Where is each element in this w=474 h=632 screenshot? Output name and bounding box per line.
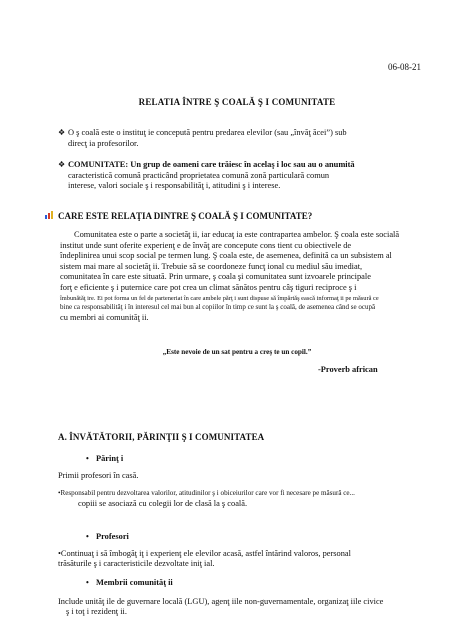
body-line-4: sistem mai mare al societăţ ii. Trebuie să se coordoneze funcţ ional cu mediul său imediat, bbox=[60, 261, 363, 271]
bullet-dot-icon: • bbox=[86, 578, 89, 587]
body-line-2: institut unde sunt oferite experienţ e de învăţ are concepute cons tient cu obiectivele de bbox=[60, 240, 352, 250]
body-line-7: îmbunătăţ ire. Ei pot forma un fel de parteneriat în care ambele părţ i sunt dispuse să împărtăş ească informaţ ii pe măsură ce bbox=[60, 294, 379, 302]
question-heading bbox=[44, 210, 312, 221]
proverb-attribution: -Proverb african bbox=[318, 365, 378, 374]
community-members-line-1: Include unităţ ile de guvernare locală (LGU), agenţ iile non-guvernamentale, organizaţ iile civice bbox=[58, 596, 384, 606]
relationship-paragraph bbox=[60, 230, 432, 323]
bullet-1-line-2: direcţ ia profesorilor. bbox=[68, 138, 139, 148]
colorful-arrow-icon bbox=[44, 210, 54, 220]
body-line-5: comunitatea în care este situată. Prin urmare, ş coala şi comunitatea sunt izvoarele principale bbox=[60, 272, 371, 282]
community-members-heading: Membrii comunităţ ii bbox=[96, 578, 173, 587]
diamond-bullet-icon: ❖ bbox=[58, 160, 66, 169]
parents-line-2: •Responsabil pentru dezvoltarea valorilor, atitudinilor ş i obiceiurilor care vor fi necesare pe măsură ce... bbox=[58, 489, 355, 498]
bullet-dot-icon: • bbox=[86, 532, 89, 541]
parents-line-3: copiii se asociază cu colegii lor de clasă la ş coală. bbox=[78, 498, 248, 508]
teachers-line-1: •Continuaţ i să îmbogăţ iţ i experienţ ele elevilor acasă, astfel întărind valoros, personal bbox=[58, 548, 351, 558]
diamond-bullet-icon: ❖ bbox=[58, 128, 66, 137]
body-line-6: forţ e eficiente ş i puternice care pot crea un climat sănătos pentru câş tiguri reciproce ş i bbox=[60, 282, 357, 292]
teachers-line-2: trăsăturile ş i caracteristicile dezvoltate iniţ ial. bbox=[58, 559, 215, 569]
parents-block bbox=[58, 454, 426, 509]
body-line-9: cu membri ai comunităţ ii. bbox=[60, 312, 149, 322]
document-title: RELATIA ÎNTRE Ş COALĂ Ş I COMUNITATE bbox=[138, 97, 336, 107]
bullet-2-line-1: Un grup de oameni care trăiesc în acelaş i loc sau au o anumită bbox=[128, 160, 355, 169]
document-date: 06-08-21 bbox=[388, 62, 421, 72]
community-members-line-2: ş i toţ i rezidenţ ii. bbox=[66, 607, 127, 617]
bullet-1-line-1: O ş coală este o instituţ ie concepută pentru predarea elevilor (sau „învăţ ăcei”) sub bbox=[68, 128, 347, 137]
section-a-title: A. ÎNVĂTĂTORII, PĂRINŢII Ş I COMUNITATEA bbox=[58, 432, 265, 442]
body-line-8: bine ca responsabilităţ i în interesul cel mai bun al copiilor în timp ce sunt la ş coală, de asemenea când se ocupă bbox=[60, 303, 376, 312]
quote: „Este nevoie de un sat pentru a creş te un copil.” bbox=[162, 348, 312, 356]
bullet-2-line-2: caracteristică comună practicând proprietatea comună zonă particulară comun bbox=[68, 170, 330, 180]
parents-line-1: Primii profesori în casă. bbox=[58, 470, 139, 480]
body-line-3: îndeplinirea unui scop social pe termen lung. Ş coala este, de asemenea, definită ca un subsistem al bbox=[60, 251, 392, 261]
teachers-heading: Profesori bbox=[96, 532, 129, 541]
bullet-dot-icon: • bbox=[86, 454, 89, 463]
community-members-block bbox=[58, 578, 426, 618]
bullet-community-definition bbox=[58, 160, 426, 192]
teachers-block bbox=[58, 532, 426, 570]
bullet-school-definition bbox=[58, 128, 426, 149]
body-line-1: Comunitatea este o parte a societăţ ii, iar educaţ ia este contrapartea ambelor. Ş coala este socială bbox=[74, 230, 400, 239]
question-heading-text: CARE ESTE RELAŢIA DINTRE Ş COALĂ Ş I COMUNITATE? bbox=[58, 211, 313, 221]
parents-heading: Părinţ i bbox=[96, 454, 124, 463]
community-label: COMUNITATE: bbox=[68, 160, 129, 169]
bullet-2-line-3: interese, valori sociale ş i responsabilităţ i, atitudini ş i interese. bbox=[68, 181, 281, 191]
